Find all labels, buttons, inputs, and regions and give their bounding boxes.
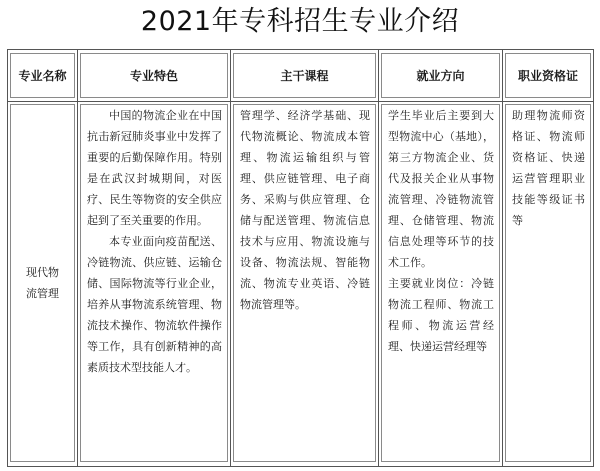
header-row xyxy=(8,50,594,102)
table-row xyxy=(8,102,594,467)
cell-courses xyxy=(231,102,379,467)
header-features: 专业特色 xyxy=(78,50,231,102)
header-certificate: 职业资格证 xyxy=(503,50,594,102)
cell-certificate xyxy=(503,102,594,467)
features-paragraph-1: 中国的物流企业在中国抗击新冠肺炎事业中发挥了重要的后勤保障作用。特别是在武汉封城期间，对医疗、民生等物资的安全供应起到了至关重要的作用。 xyxy=(87,109,222,227)
features-paragraph-2: 本专业面向疫苗配送、冷链物流、供应链、运输仓储、国际物流等行业企业，培养从事物流系统管理、物流技术操作、物流软件操作等工作，具有创新精神的高素质技术型技能人才。 xyxy=(87,235,222,374)
program-table xyxy=(7,49,594,467)
cell-features xyxy=(78,102,231,467)
certificate-text: 助理物流师资格证、物流师资格证、快递运营管理职业技能等级证书等 xyxy=(512,109,585,227)
major-name: 现代物流管理 xyxy=(26,266,59,300)
cell-career xyxy=(379,102,503,467)
page-title: 2021年专科招生专业介绍 xyxy=(140,6,460,37)
header-career: 就业方向 xyxy=(379,50,503,102)
header-courses: 主干课程 xyxy=(231,50,379,102)
career-paragraph-2: 主要就业岗位：冷链物流工程师、物流工程师、物流运营经理、快递运营经理等 xyxy=(388,277,494,353)
cell-major xyxy=(8,102,78,467)
header-major: 专业名称 xyxy=(8,50,78,102)
career-paragraph-1: 学生毕业后主要到大型物流中心（基地），第三方物流企业、货代及报关企业从事物流管理、冷链物流管理、仓储管理、物流信息处理等环节的技术工作。 xyxy=(388,109,494,269)
courses-text: 管理学、经济学基础、现代物流概论、物流成本管理、物流运输组织与管理、供应链管理、电子商务、采购与供应管理、仓储与配送管理、物流信息技术与应用、物流设施与设备、物流法规、智能物流、物流专业英语、冷链物流管理等。 xyxy=(240,109,370,311)
